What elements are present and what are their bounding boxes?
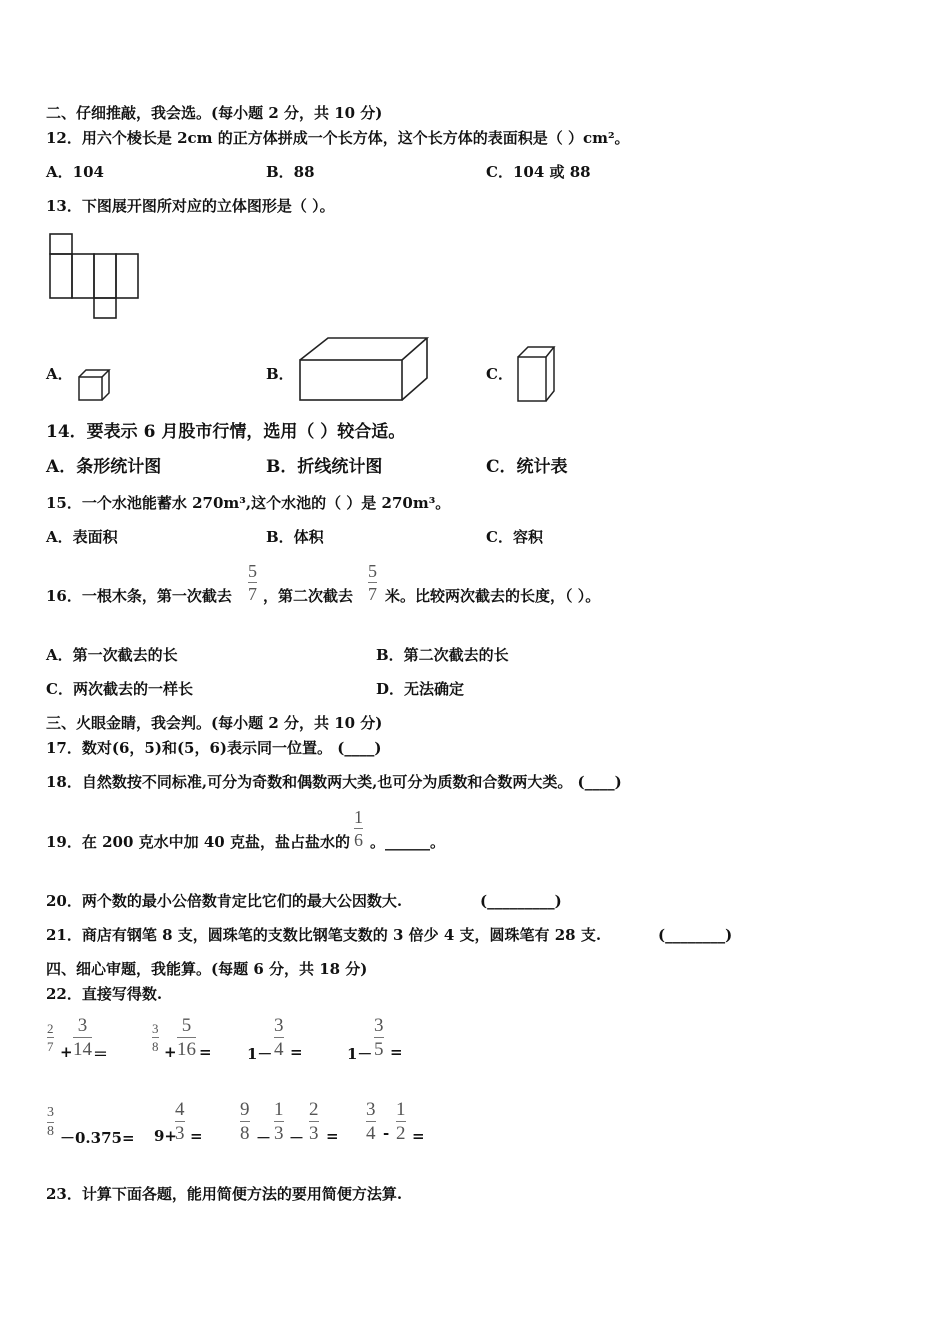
fraction-first-cut xyxy=(248,562,257,603)
denominator: 7 xyxy=(368,584,377,604)
option-13-b[interactable]: B． xyxy=(266,365,294,383)
question-18 xyxy=(46,773,622,791)
answer-blank-21[interactable]: (________) xyxy=(658,926,733,944)
question-12 xyxy=(46,129,630,147)
numerator: 5 xyxy=(248,561,257,581)
row1-expr3-frac1 xyxy=(274,1016,284,1059)
question-17 xyxy=(46,739,381,757)
fraction-salt-ratio xyxy=(354,808,363,849)
row1-expr1-op: + xyxy=(60,1043,73,1061)
numerator: 3 xyxy=(152,1021,159,1036)
denominator: 16 xyxy=(177,1039,196,1060)
numerator: 5 xyxy=(368,561,377,581)
question-text: 计算下面各题，能用简便方法的要用简便方法算. xyxy=(81,1185,403,1203)
row2-expr3-frac3 xyxy=(309,1100,319,1143)
question-text: 直接写得数. xyxy=(81,985,163,1003)
row1-expr2-op: + xyxy=(164,1043,177,1061)
denominator: 5 xyxy=(374,1039,384,1060)
small-cube-figure xyxy=(76,368,112,404)
row2-expr4-equals: = xyxy=(412,1127,425,1145)
option-15-a[interactable]: A．表面积 xyxy=(46,528,118,546)
row2-expr4-op: - xyxy=(383,1124,390,1142)
option-16-d[interactable]: D．无法确定 xyxy=(376,680,465,698)
option-12-a[interactable]: A．104 xyxy=(46,163,104,181)
option-16-a[interactable]: A．第一次截去的长 xyxy=(46,646,178,664)
row2-expr4-frac2 xyxy=(396,1100,406,1143)
section-3-heading: 三、火眼金睛，我会判。(每小题 2 分，共 10 分) xyxy=(46,714,383,732)
question-14 xyxy=(46,421,405,443)
question-number: 18． xyxy=(46,773,82,791)
question-number: 12． xyxy=(46,129,82,147)
question-text: 一个水池能蓄水 270m³,这个水池的（ ）是 270m³。 xyxy=(81,494,451,512)
denominator: 14 xyxy=(73,1039,92,1060)
row2-expr2-frac1 xyxy=(175,1100,185,1143)
numerator: 3 xyxy=(366,1099,376,1120)
numerator: 1 xyxy=(354,807,363,827)
row2-expr3-frac1 xyxy=(240,1100,250,1143)
question-number: 13． xyxy=(46,197,82,215)
question-21 xyxy=(46,926,601,944)
denominator: 3 xyxy=(274,1123,284,1144)
question-text: 要表示 6 月股市行情，选用（ ）较合适。 xyxy=(86,422,406,442)
question-text-part-1: 在 200 克水中加 40 克盐，盐占盐水的 xyxy=(81,833,350,851)
denominator: 4 xyxy=(366,1123,376,1144)
option-13-c[interactable]: C． xyxy=(486,365,513,383)
question-number: 21． xyxy=(46,926,82,944)
row1-expr3-prefix: 1－ xyxy=(247,1045,273,1063)
section-2-heading: 二、仔细推敲，我会选。(每小题 2 分，共 10 分) xyxy=(46,104,383,122)
question-text: 数对(6，5)和(5，6)表示同一位置。 (____) xyxy=(81,739,382,757)
numerator: 3 xyxy=(77,1015,88,1036)
option-14-b[interactable]: B．折线统计图 xyxy=(266,457,383,477)
question-23 xyxy=(46,1185,402,1203)
denominator: 4 xyxy=(274,1039,284,1060)
numerator: 5 xyxy=(181,1015,192,1036)
row1-expr2-frac1 xyxy=(152,1022,159,1053)
row1-expr1-frac2 xyxy=(73,1016,92,1059)
question-number: 16． xyxy=(46,587,82,605)
question-text: 两个数的最小公倍数肯定比它们的最大公因数大. xyxy=(81,892,403,910)
question-text: 下图展开图所对应的立体图形是（ ）。 xyxy=(81,197,335,215)
option-14-c[interactable]: C．统计表 xyxy=(486,457,568,477)
row1-expr4-equals: = xyxy=(390,1043,403,1061)
numerator: 3 xyxy=(274,1015,284,1036)
denominator: 8 xyxy=(240,1123,250,1144)
numerator: 1 xyxy=(274,1099,284,1120)
numerator: 2 xyxy=(309,1099,319,1120)
numerator: 3 xyxy=(47,1105,54,1120)
numerator: 3 xyxy=(374,1015,384,1036)
row1-expr1-frac1 xyxy=(47,1022,54,1053)
question-number: 19． xyxy=(46,833,82,851)
row2-expr2-prefix: 9+ xyxy=(154,1127,178,1145)
numerator: 2 xyxy=(47,1021,54,1036)
row2-expr3-frac2 xyxy=(274,1100,284,1143)
row2-expr3-op1: － xyxy=(256,1129,272,1147)
row1-expr4-prefix: 1－ xyxy=(347,1045,373,1063)
question-13 xyxy=(46,197,335,215)
row2-expr3-equals: = xyxy=(326,1127,339,1145)
flat-box-figure xyxy=(296,332,432,404)
question-16-part-3: 米。比较两次截去的长度，（ ）。 xyxy=(385,587,601,605)
denominator: 8 xyxy=(47,1124,54,1139)
answer-blank-20[interactable]: (_________) xyxy=(480,892,562,910)
question-22 xyxy=(46,985,162,1003)
question-number: 22． xyxy=(46,985,82,1003)
row2-expr2-equals: = xyxy=(190,1127,203,1145)
row1-expr4-frac1 xyxy=(374,1016,384,1059)
question-text: 商店有钢笔 8 支，圆珠笔的支数比钢笔支数的 3 倍少 4 支，圆珠笔有 28 支. xyxy=(81,926,602,944)
question-16 xyxy=(46,587,232,605)
row1-expr2-equals: = xyxy=(199,1043,212,1061)
denominator: 7 xyxy=(47,1039,54,1054)
question-text: 用六个棱长是 2cm 的正方体拼成一个长方体，这个长方体的表面积是（ ）cm²。 xyxy=(81,129,630,147)
option-16-b[interactable]: B．第二次截去的长 xyxy=(376,646,509,664)
option-12-c[interactable]: C．104 或 88 xyxy=(486,163,591,181)
tall-box-figure xyxy=(514,343,560,405)
option-15-c[interactable]: C．容积 xyxy=(486,528,543,546)
row1-expr1-equals: ＝ xyxy=(93,1045,109,1063)
question-15 xyxy=(46,494,450,512)
question-number: 23． xyxy=(46,1185,82,1203)
fraction-second-cut xyxy=(368,562,377,603)
question-number: 17． xyxy=(46,739,82,757)
denominator: 8 xyxy=(152,1039,159,1054)
row1-expr3-equals: = xyxy=(290,1043,303,1061)
denominator: 2 xyxy=(396,1123,406,1144)
option-13-a[interactable]: A． xyxy=(46,365,73,383)
question-19-part-2: 。______。 xyxy=(370,833,446,851)
row2-expr1-rest: －0.375= xyxy=(60,1129,135,1147)
cube-net-figure xyxy=(44,232,144,322)
option-15-b[interactable]: B．体积 xyxy=(266,528,324,546)
denominator: 7 xyxy=(248,584,257,604)
question-number: 14． xyxy=(46,422,87,442)
question-text: 自然数按不同标准,可分为奇数和偶数两大类,也可分为质数和合数两大类。 (____) xyxy=(81,773,622,791)
option-16-c[interactable]: C．两次截去的一样长 xyxy=(46,680,193,698)
row2-expr4-frac1 xyxy=(366,1100,376,1143)
denominator: 3 xyxy=(309,1123,319,1144)
numerator: 4 xyxy=(175,1099,185,1120)
question-text-part-1: 一根木条，第一次截去 xyxy=(81,587,232,605)
denominator: 6 xyxy=(354,830,363,850)
denominator: 3 xyxy=(175,1123,185,1144)
option-14-a[interactable]: A．条形统计图 xyxy=(46,457,162,477)
question-16-part-2: ，第二次截去 xyxy=(263,587,354,605)
question-number: 20． xyxy=(46,892,82,910)
numerator: 1 xyxy=(396,1099,406,1120)
section-4-heading: 四、细心审题，我能算。(每题 6 分，共 18 分) xyxy=(46,960,368,978)
numerator: 9 xyxy=(240,1099,250,1120)
question-20 xyxy=(46,892,402,910)
question-number: 15． xyxy=(46,494,82,512)
row1-expr2-frac2 xyxy=(177,1016,196,1059)
question-19 xyxy=(46,833,350,851)
row2-expr1-frac1 xyxy=(47,1106,54,1139)
row2-expr3-op2: － xyxy=(289,1129,305,1147)
option-12-b[interactable]: B．88 xyxy=(266,163,315,181)
